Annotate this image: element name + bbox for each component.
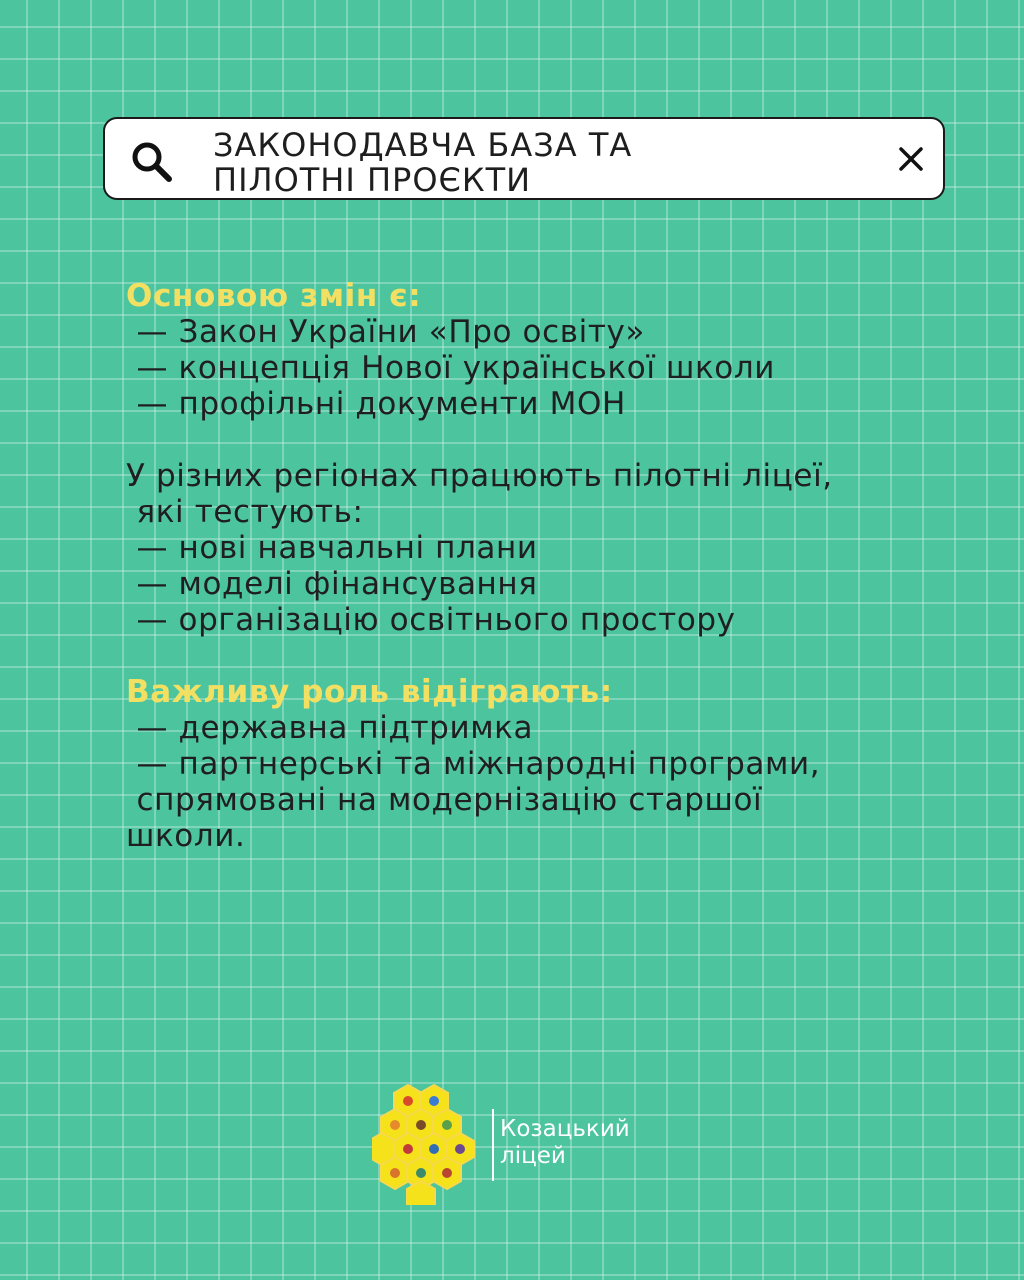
- section-3-item: — державна підтримка: [126, 710, 534, 746]
- section-2-intro: У різних регіонах працюють пілотні ліцеї,: [126, 458, 833, 494]
- section-2-item: — моделі фінансування: [126, 566, 538, 602]
- section-3-item: — партнерські та міжнародні програми,: [126, 746, 821, 782]
- search-bar[interactable]: [103, 117, 945, 200]
- section-2-intro: які тестують:: [126, 494, 364, 530]
- honeycomb-logo-icon: [372, 1083, 484, 1205]
- section-2-item: — нові навчальні плани: [126, 530, 538, 566]
- logo-text: [500, 1116, 630, 1170]
- section-2-item: — організацію освітнього простору: [126, 602, 736, 638]
- section-3-item: спрямовані на модернізацію старшої: [126, 782, 763, 818]
- logo-text-line-2: ліцей: [500, 1143, 566, 1169]
- logo-divider: [492, 1109, 494, 1181]
- section-1-item: — Закон України «Про освіту»: [126, 314, 646, 350]
- search-query-text[interactable]: [213, 128, 813, 198]
- spacer: [126, 638, 986, 674]
- search-title-line-2: ПІЛОТНІ ПРОЄКТИ: [213, 161, 532, 199]
- section-1-heading: Основою змін є:: [126, 278, 422, 314]
- logo-text-line-1: Козацький: [500, 1116, 630, 1142]
- section-1-item: — профільні документи МОН: [126, 386, 626, 422]
- section-3-item: школи.: [126, 818, 246, 854]
- section-3-heading: Важливу роль відіграють:: [126, 674, 613, 710]
- main-content: [126, 278, 986, 854]
- spacer: [126, 422, 986, 458]
- section-1-item: — концепція Нової української школи: [126, 350, 776, 386]
- close-icon[interactable]: [897, 145, 925, 173]
- school-logo: [372, 1083, 652, 1207]
- search-icon: [127, 137, 175, 185]
- search-title-line-1: ЗАКОНОДАВЧА БАЗА ТА: [213, 126, 633, 164]
